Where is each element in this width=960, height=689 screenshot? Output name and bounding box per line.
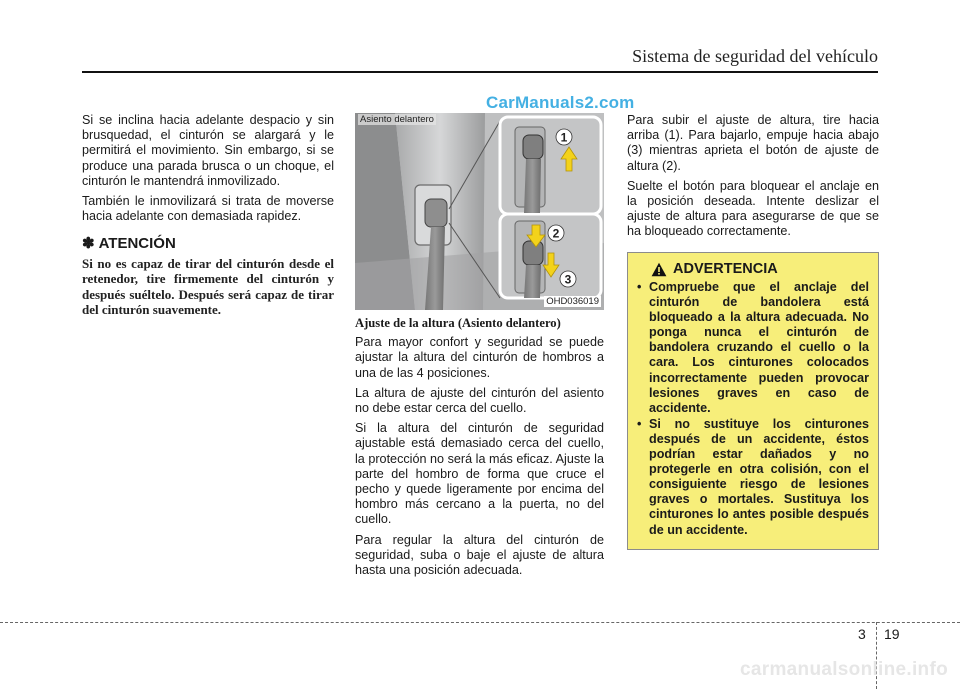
warning-list: [637, 280, 869, 538]
callout-3: 3: [564, 272, 572, 287]
section-number: 3: [858, 626, 866, 642]
warning-heading: [651, 261, 869, 277]
watermark-carmanuals2: CarManuals2.com: [486, 93, 635, 112]
paragraph: Si la altura del cinturón de seguridad ajustable está demasiado cerca del cuello, la protección no será la más eficaz. Ajuste la parte del hombro de forma que cruce el pecho y quede ligeramente por encima del hombro más cercano a la puerta, no del cuello.: [355, 421, 604, 527]
paragraph: Si se inclina hacia adelante despacio y sin brusquedad, el cinturón se alargará y le permitirá el movimiento. Sin embargo, si se produce una parada brusca o un choque, el cinturón le mantendrá inmovilizado.: [82, 113, 334, 188]
figure-code: OHD036019: [546, 296, 599, 307]
paragraph: La altura de ajuste del cinturón del asiento no debe estar cerca del cuello.: [355, 385, 604, 416]
paragraph: Para mayor confort y seguridad se puede ajustar la altura del cinturón de hombros a una de las 4 posiciones.: [355, 335, 604, 380]
footer-rule: [0, 622, 960, 623]
page-number: 19: [884, 626, 900, 642]
paragraph: Suelte el botón para bloquear el anclaje en la posición deseada. Intente deslizar el ajuste de altura para asegurarse de que se ha bloqueado correctamente.: [627, 178, 879, 239]
asterisk-icon: ✽: [82, 235, 95, 253]
seatbelt-illustration: [355, 113, 604, 310]
attention-title: ATENCIÓN: [98, 235, 176, 253]
paragraph: También le inmovilizará si trata de moverse hacia adelante con demasiada rapidez.: [82, 194, 334, 224]
figure-label: Asiento delantero: [360, 114, 434, 125]
attention-body: Si no es capaz de tirar del cinturón desde el retenedor, tire firmemente del cinturón y después suéltelo. Después será capaz de tirar del cinturón suavemente.: [82, 255, 334, 318]
warning-item: • Si no sustituye los cinturones después de un accidente, éstos podrían estar dañados y no protegerle en otra colisión, con el consiguiente riesgo de lesiones graves o mortales. Sustituya los cinturones lo antes posible después de un accidente.: [637, 417, 869, 538]
watermark-carmanualsonline: carmanualsonline.info: [740, 659, 948, 680]
paragraph: Para subir el ajuste de altura, tire hacia arriba (1). Para bajarlo, empuje hacia abajo (3) mientras aprieta el botón de ajuste de altura (2).: [627, 113, 879, 173]
column-left: [82, 113, 334, 318]
warning-box: [627, 252, 879, 550]
warning-triangle-icon: [651, 262, 667, 277]
seatbelt-height-figure: [355, 113, 604, 310]
warning-item: • Compruebe que el anclaje del cinturón de bandolera está bloqueado a la altura adecuada. No ponga nunca el cinturón de bandolera cruzando el cuello o la cara. Los cinturones colocados incorrectamente pueden provocar lesiones graves en caso de accidente.: [637, 280, 869, 416]
figure-caption: Ajuste de la altura (Asiento delantero): [355, 316, 561, 330]
attention-heading: [82, 236, 334, 251]
callout-1: 1: [560, 130, 568, 145]
callout-2: 2: [552, 226, 560, 241]
paragraph: Para regular la altura del cinturón de seguridad, suba o baje el ajuste de altura hasta una posición adecuada.: [355, 532, 604, 578]
column-right: [627, 113, 879, 245]
column-middle: [355, 316, 604, 583]
warning-title: ADVERTENCIA: [673, 261, 778, 277]
section-title: Sistema de seguridad del vehículo: [632, 46, 878, 66]
header-rule: [82, 71, 878, 73]
